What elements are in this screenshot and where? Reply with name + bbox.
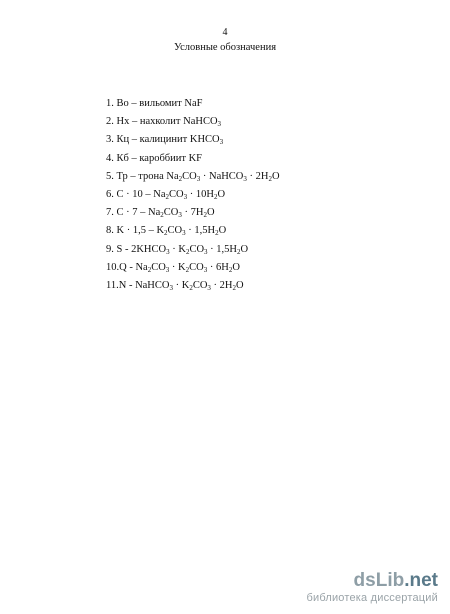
legend-item — [106, 150, 280, 168]
subscript: 2 — [189, 284, 193, 293]
subscript: 2 — [268, 174, 272, 183]
subscript: 3 — [204, 247, 208, 256]
watermark-subtitle: библиотека диссертаций — [306, 592, 438, 604]
legend-text: CO — [167, 225, 183, 237]
legend-item — [106, 259, 280, 277]
legend-item — [106, 222, 280, 240]
subscript: 3 — [165, 265, 170, 274]
legend-text: 9. S - 2KHCO — [106, 243, 167, 255]
legend-text: O — [217, 189, 226, 201]
subscript: 2 — [147, 265, 152, 274]
subscript: 3 — [219, 138, 224, 147]
legend-text: · 1,5H — [185, 225, 216, 237]
legend-text: CO — [189, 261, 204, 273]
legend-text: · 7H — [181, 207, 204, 219]
subscript: 2 — [237, 247, 241, 256]
legend-text: O — [236, 280, 244, 292]
legend-text: 2. Нх – нахколит NaHCO — [106, 116, 218, 128]
legend-text: 3. Кц – калицинит KHCO — [106, 134, 220, 146]
subscript: 2 — [164, 229, 168, 238]
subscript: 2 — [203, 211, 207, 220]
page-title: Условные обозначения — [173, 42, 277, 53]
legend-text: 6. C · 10 – Na — [106, 189, 166, 201]
watermark-logo-part1: dsLib — [353, 570, 405, 591]
subscript: 3 — [243, 174, 247, 183]
legend-item — [106, 204, 280, 222]
subscript: 3 — [203, 265, 208, 274]
subscript: 2 — [213, 193, 218, 202]
legend-text: O — [206, 207, 215, 219]
legend-text: · K — [169, 261, 186, 273]
legend-text: CO — [163, 207, 179, 219]
subscript: 3 — [166, 247, 170, 256]
legend-text: 5. Тр – трона Na — [106, 170, 179, 182]
legend-text: CO — [189, 243, 205, 255]
legend-text: · NaHCO — [200, 170, 244, 182]
legend-text: 7. C · 7 – Na — [106, 207, 161, 219]
legend-item — [106, 277, 280, 295]
subscript: 2 — [185, 247, 190, 256]
watermark — [306, 571, 438, 604]
legend-text: · 2H — [246, 170, 269, 182]
legend-text: · 10H — [187, 189, 214, 201]
legend-text: O — [272, 170, 280, 182]
legend-item — [106, 95, 280, 113]
subscript: 3 — [182, 229, 186, 238]
legend-text: O — [232, 261, 240, 273]
legend-text: CO — [182, 170, 197, 182]
subscript: 3 — [169, 284, 173, 293]
legend-list — [106, 95, 280, 295]
watermark-logo-part2: .net — [404, 570, 438, 591]
legend-text: 11.N - NaHCO — [106, 280, 170, 292]
subscript: 3 — [178, 211, 182, 220]
legend-text: · 2H — [210, 280, 233, 292]
legend-text: CO — [192, 280, 208, 292]
legend-item — [106, 241, 280, 259]
legend-text: · K — [172, 280, 190, 292]
legend-text: · 1,5H — [207, 243, 237, 255]
legend-text: · 6H — [207, 261, 229, 273]
legend-item — [106, 131, 280, 149]
legend-text: 1. Во – вильомит NaF — [106, 98, 203, 109]
subscript: 2 — [165, 193, 169, 202]
legend-text: 10.Q - Na — [106, 261, 148, 273]
subscript: 3 — [217, 120, 222, 129]
legend-text: 4. Кб – кароббиит KF — [106, 152, 203, 164]
subscript: 3 — [183, 193, 188, 202]
subscript: 2 — [160, 211, 164, 220]
subscript: 2 — [232, 284, 237, 293]
subscript: 2 — [178, 174, 183, 183]
legend-item — [106, 168, 280, 186]
subscript: 2 — [228, 265, 233, 274]
legend-item — [106, 186, 280, 204]
page-number: 4 — [222, 27, 228, 38]
watermark-logo — [306, 571, 438, 591]
legend-text: 8. K · 1,5 – K — [106, 225, 165, 237]
subscript: 3 — [196, 174, 201, 183]
legend-item — [106, 113, 280, 131]
subscript: 2 — [215, 229, 219, 238]
legend-text: O — [218, 225, 227, 237]
subscript: 2 — [185, 265, 190, 274]
legend-text: O — [240, 243, 249, 255]
subscript: 3 — [207, 284, 211, 293]
legend-text: CO — [169, 189, 184, 201]
legend-text: · K — [169, 243, 186, 255]
legend-text: CO — [151, 261, 166, 273]
